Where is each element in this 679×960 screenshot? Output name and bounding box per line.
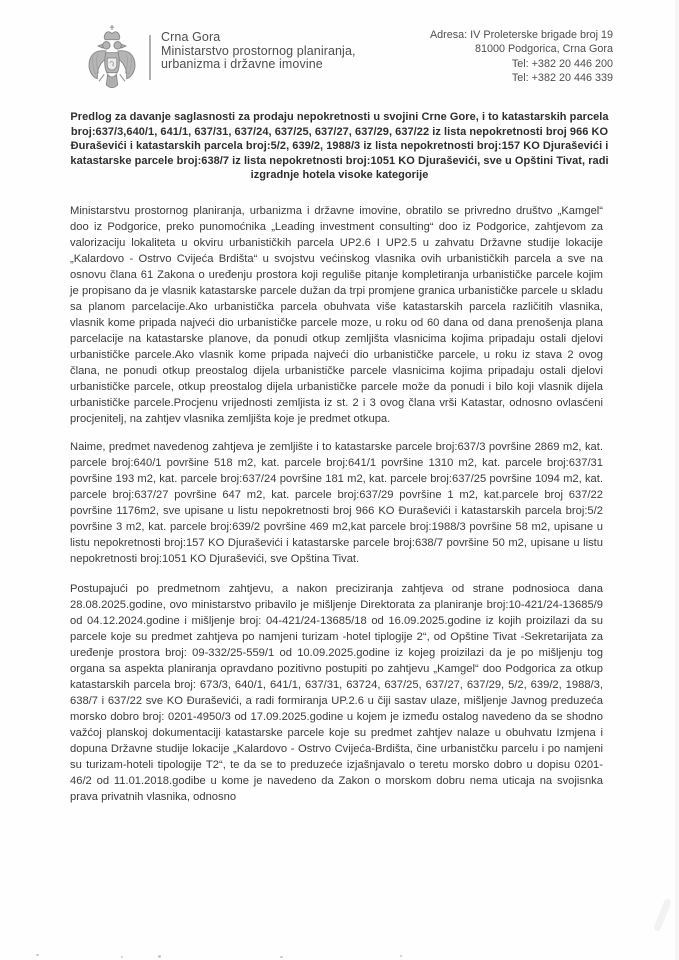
scan-speck (280, 956, 283, 958)
address-block (430, 28, 613, 86)
montenegro-coat-of-arms-icon (86, 24, 138, 97)
document-body (70, 203, 603, 817)
scan-speck (158, 955, 161, 958)
address-line: Adresa: IV Proleterske brigade broj 19 (429, 29, 613, 41)
scan-speck (121, 956, 123, 958)
phone-line-2: Tel: +382 20 446 339 (511, 72, 613, 85)
scan-speck (400, 955, 402, 957)
org-name-line-1: Ministarstvo prostornog planiranja, (161, 43, 356, 58)
org-country: Crna Gora (161, 30, 221, 44)
paragraph-procedure: Postupajući po predmetnom zahtjevu, a nakon preciziranja zahtjeva od strane podnosioca dana 28.08.2025.godine, ovo ministarstvo pribavilo je mišljenje Direktorata za planiranje broj:10-421/24-13685/9 od 04.12.2024.godine i mišljenje broj: 04-421/24-13685/18 od 16.09.2025.godine iz kojih proizilazi da su parcele koje su predmet zahtjeva po namjeni turizam -hotel tiplogije 2“, od Opštine Tivat -Sekretarijata za uređenje prostora broj: 09-332/25-559/1 od 10.09.2025.godine iz kojeg proizilazi da je po mišljenju tog organa sa aspekta planiranja opravdano pozitivno postupiti po zahtjevu „Kamgel“ doo Podgorica za otkup katastarskih parcela broj: 673/3, 640/1, 641/1, 637/31, 63724, 637/25, 637/27, 637/29, 5/2, 639/2, 1988/3, 638/7 i 637/22 sve KO Đuraševići, a radi formiranja UP.2.6 u čiji sastav ulaze, mišljenje Javnog preduzeća morsko dobro broj: 0201-4950/3 od 17.09.2025.godine u kojem je između ostalog navedeno da se shodno važćoj planskoj dokumentaciji katastarske parcele koje su predmet zahtjev nalaze u obuhvatu Izmjena i dopuna Državne studije lokacije „Kalardovo - Ostrvo Cvijeća-Brdišta, čine urbanistčku parcelu i po namjeni su turizam-hoteli tipologije T2“, te da se to preduzeće izjašnjavalo o teretu morsko dobro u dopisu 0201-46/2 od 11.01.2018.godibe u kome je navedeno da Zakon o morskom dobru nema uticaja na svojisnka prava privatnih vlasnika, odnosno (70, 583, 603, 803)
scan-edge-tint (675, 0, 679, 960)
letterhead-divider (149, 35, 151, 80)
paragraph-intro: Ministarstvu prostornog planiranja, urbanizma i državne imovine, obratilo se privredno društvo „Kamgel“ doo iz Podgorice, preko punomoćnika „Leading investment consulting“ doo iz Podgorice, zahtjevom za valorizaciju lokaliteta u okviru urbanističkih parcela UP2.6 I UP2.5 u zahvatu Državne studije lokacije „Kalardovo - Ostrvo Cvijeća Brdišta“ u svojstvu većinskog vlasnika ovih urbanističkih parcela a sve na osnovu člana 61 Zakona o uređenju prostora koji reguliše pitanje kompletiranja urbanističke parcele kojim je propisano da je vlasnik katastarske parcele dužan da trpi promjene granica urbanističke parcele u skladu sa planom parcelacije.Ako urbanistička parcela obuhvata više katastarskih parcela različitih vlasnika, vlasnik kome pripada najveći dio urbanističke parcele moze, u roku od 60 dana od dana prenošenja plana parcelacije na katastarske planove, da ponudi otkup zemljišta vlasnicima kojima pripadaju ostali djelovi urbanističke parcele.Ako vlasnik kome pripada najveći dio urbanističke parcele, u roku iz stava 2 ovog člana, ne ponudi otkup preostalog dijela urbanističke parcele vlasnicima kojima pripadaju ostali djelovi urbanističke parcele, otkup preostalog dijela urbanističke parcele može da ponudi i bilo koji vlasnik dijela urbanističke parcele.Procjenu vrijednosti zemljista iz st. 2 i 3 ovog člana vrši Katastar, odnosno ovlasćeni procjenitelj, na zahtjev vlasnika zemljišta koje je predmet otkupa. (70, 205, 603, 425)
phone-line-1: Tel: +382 20 446 200 (511, 57, 613, 70)
scan-speck (36, 954, 39, 956)
ministry-name-block (161, 31, 356, 72)
paragraph-parcels: Naime, predmet navedenog zahtjeva je zemljište i to katastarske parcele broj:637/3 površine 2869 m2, kat. parcele broj:640/1 površine 518 m2, kat. parcele broj:641/1 površine 1310 m2, kat. parcele broj:637/31 površine 193 m2, kat. parcele broj:637/24 površine 181 m2, kat. parcele broj:637/25 površine 1094 m2, kat. parcele broj:637/27 površine 647 m2, kat. parcele broj:637/29 površine 1 m2, kat.parcele broj 637/22 površine 1176m2, sve upisane u listu nepokretnosti broj 966 KO Đuraševići i katastarskih parcela broj:5/2 površine 3 m2, kat. parcele broj:639/2 površine 469 m2,kat parcele broj:1988/3 površine 58 m2, upisane u listu nepokretnosti broj:157 KO Djuraševići i katastarske parcele broj:638/7 površine 50 m2, upisane u listu nepokretnosti broj:1051 KO Djuraševići, sve Opština Tivat. (70, 441, 603, 565)
scan-smudge (653, 898, 672, 932)
document-title: Predlog za davanje saglasnosti za prodaju nepokretnosti u svojini Crne Gore, i to katastarskih parcela broj:637/3,640/1, 641/1, 637/31, 637/24, 637/25, 637/27, 637/29, 637/22 iz lista nepokretnosti broj 966 KO Đuraševići i katastarskih parcela broj:5/2, 639/2, 1988/3 iz lista nepokretnosti broj:157 KO Djuraševići i katastarske parcele broj:638/7 iz lista nepokretnosti broj:1051 KO Djuraševići, sve u Opštini Tivat, radi izgradnje hotela visoke kategorije (70, 111, 609, 182)
org-name-line-2: urbanizma i državne imovine (161, 57, 323, 71)
address-city-line: 81000 Podgorica, Crna Gora (474, 43, 613, 56)
